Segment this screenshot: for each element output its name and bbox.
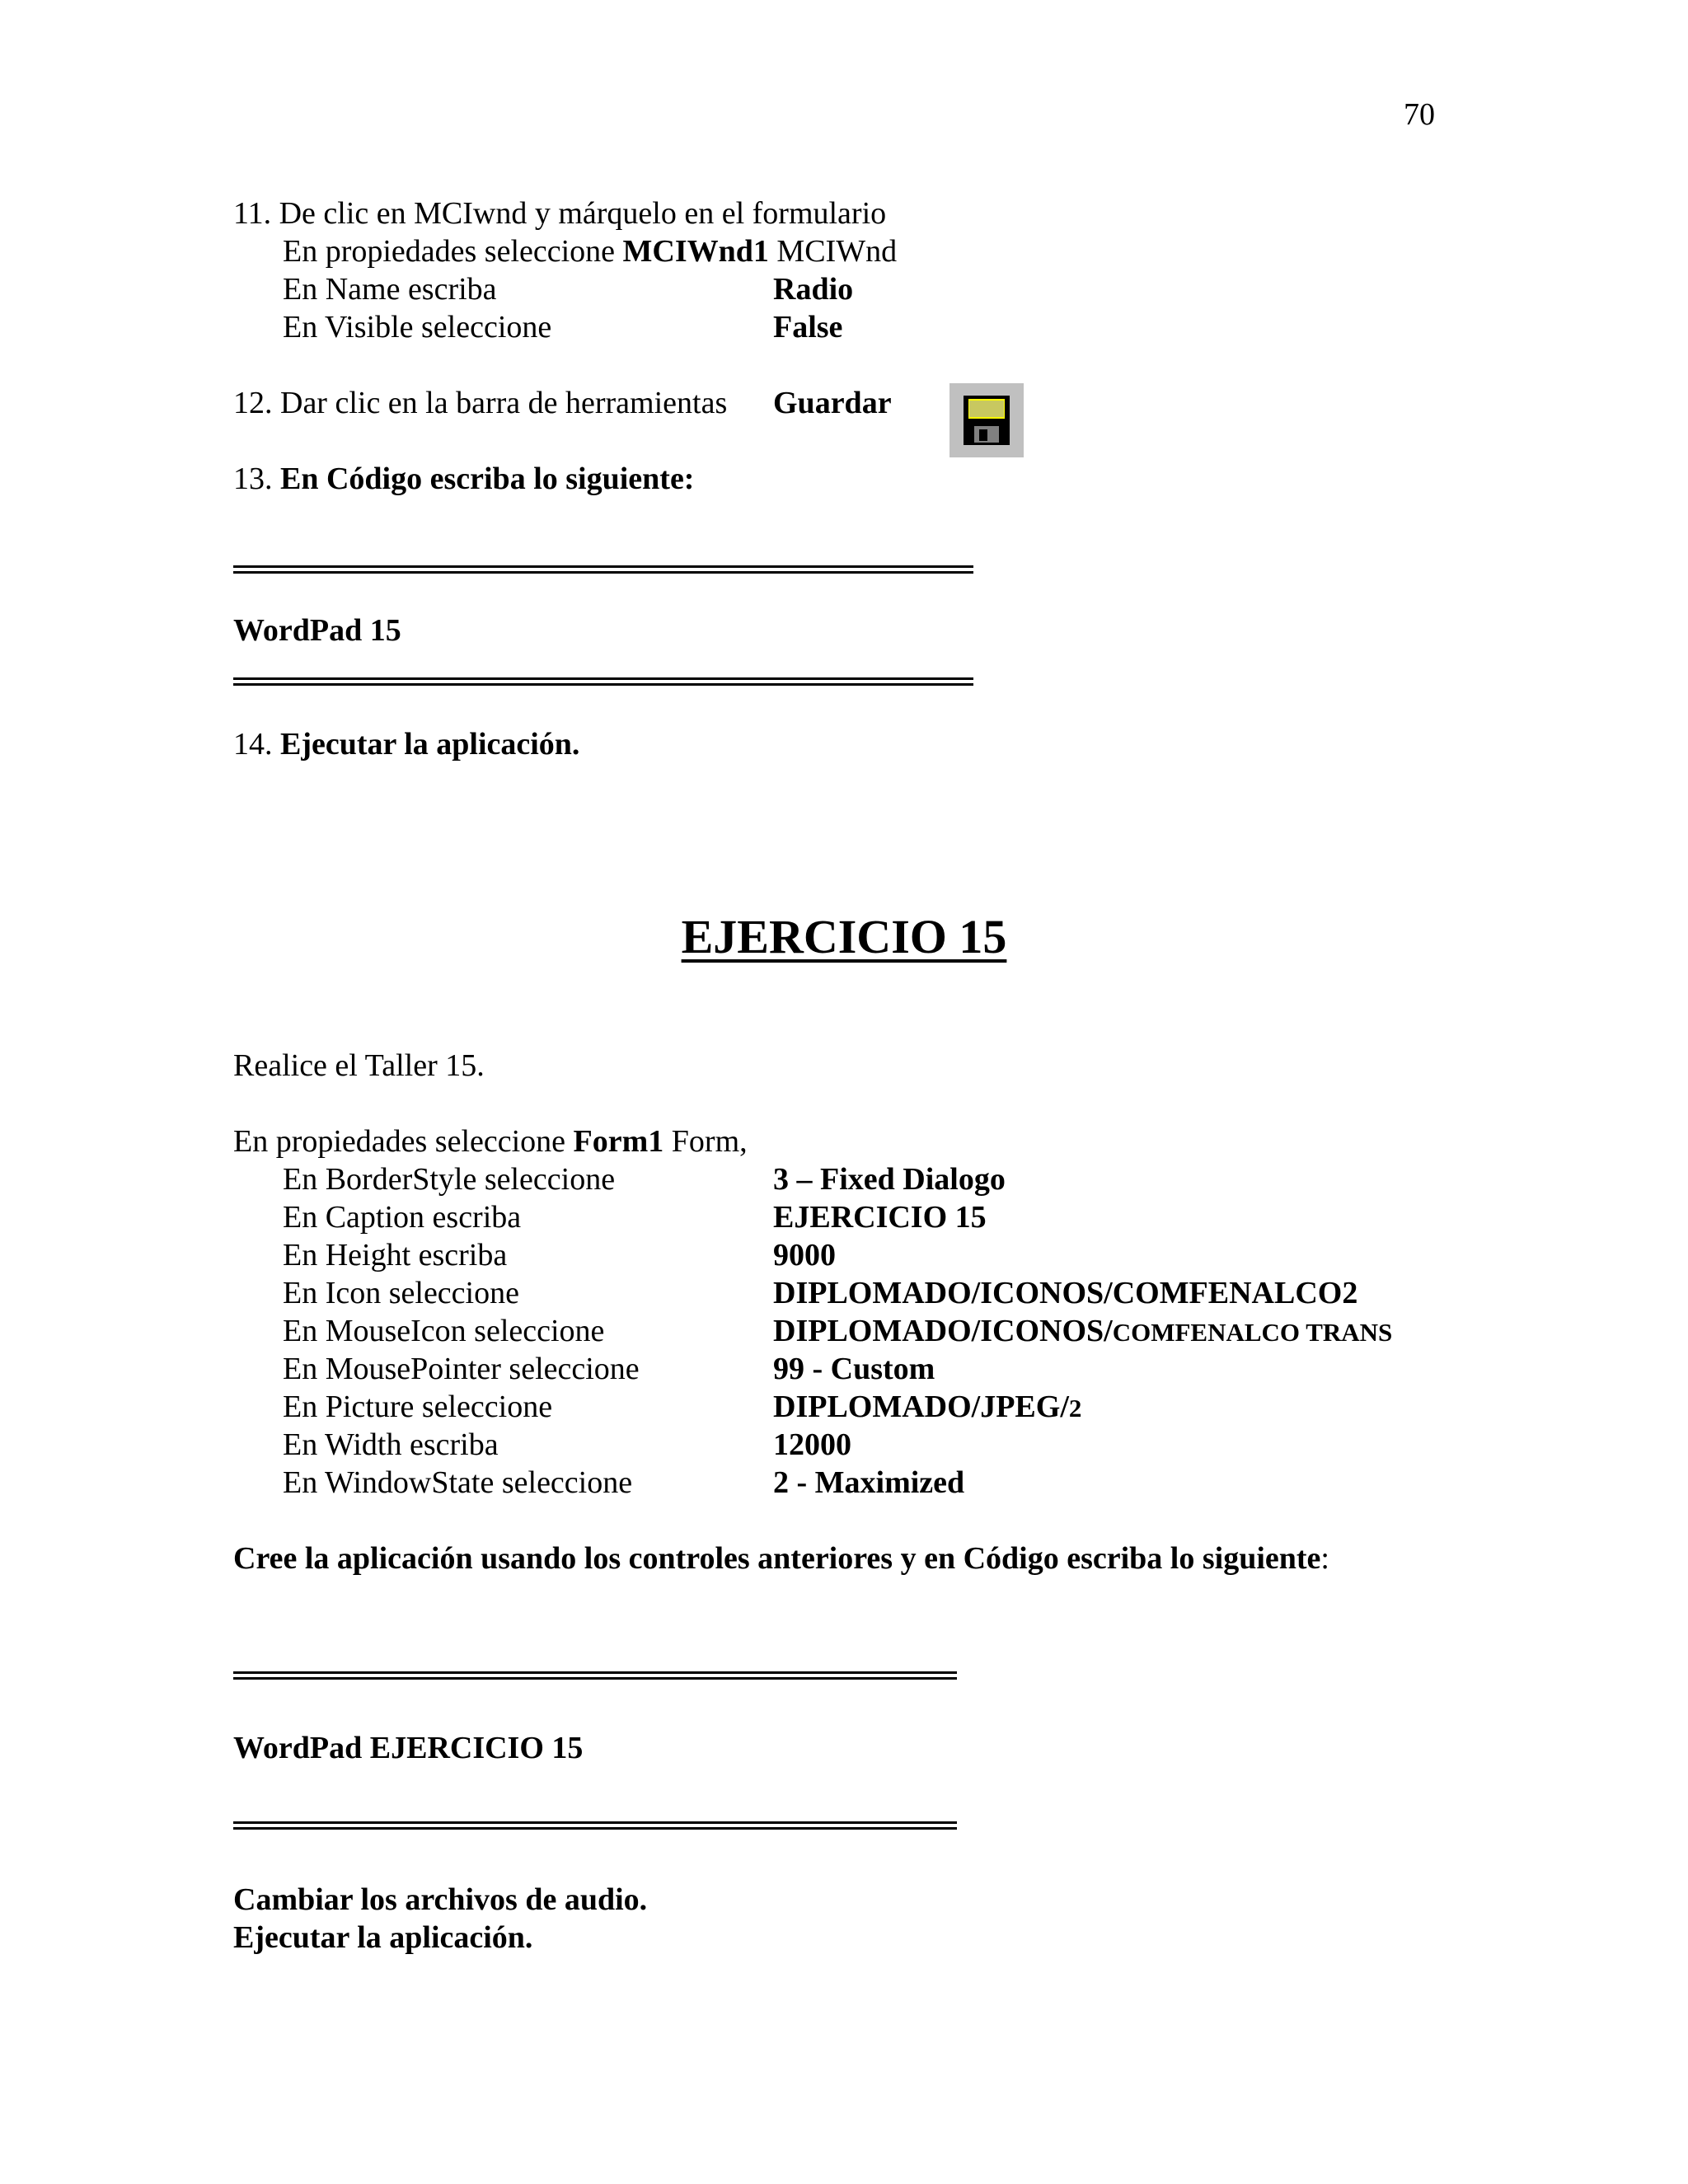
property-label: En MousePointer seleccione — [283, 1352, 640, 1386]
property-value: 9000 — [773, 1238, 836, 1272]
property-value-main: DIPLOMADO/ICONOS/ — [773, 1314, 1113, 1348]
property-value: EJERCICIO 15 — [773, 1200, 987, 1235]
property-value: 99 - Custom — [773, 1352, 935, 1386]
step-11-properties-line — [283, 232, 897, 270]
step-12-bold: Guardar — [773, 386, 892, 420]
property-label: En Height escriba — [283, 1238, 508, 1272]
step-14-number: 14. — [233, 727, 280, 762]
step-12-text: 12. Dar clic en la barra de herramientas — [233, 386, 728, 420]
property-value-tail: 2 — [1068, 1394, 1082, 1422]
code-block-2-bottom-rule — [233, 1821, 957, 1830]
section-title-text: EJERCICIO 15 — [681, 910, 1007, 963]
step-11-visible-value: False — [773, 310, 843, 344]
intro-text: Realice el Taller 15. — [233, 1048, 485, 1083]
property-label: En WindowState seleccione — [283, 1465, 633, 1500]
code-block-1-label: WordPad 15 — [233, 613, 401, 648]
step-13-line — [233, 460, 694, 498]
floppy-disk-icon — [950, 383, 1024, 457]
property-value — [773, 1388, 1081, 1427]
properties-intro-suffix: Form, — [663, 1124, 748, 1159]
create-instruction-bold: Cree la aplicación usando los controles anteriores y en Código escriba lo siguiente — [233, 1541, 1321, 1576]
code-block-1-bottom-rule — [233, 677, 973, 686]
step-11-name-value: Radio — [773, 272, 854, 307]
step-11-properties-prefix: En propiedades seleccione — [283, 234, 623, 269]
create-instruction-suffix: : — [1320, 1541, 1329, 1576]
step-11-name-label: En Name escriba — [283, 272, 497, 307]
page-number: 70 — [1404, 97, 1435, 132]
property-label: En Width escriba — [283, 1427, 499, 1462]
property-label: En MouseIcon seleccione — [283, 1314, 605, 1348]
property-value: 3 – Fixed Dialogo — [773, 1162, 1006, 1197]
step-11-visible-label: En Visible seleccione — [283, 310, 552, 344]
property-value: 2 - Maximized — [773, 1465, 965, 1500]
step-13-number: 13. — [233, 462, 280, 496]
section-title — [0, 908, 1688, 966]
property-value — [773, 1312, 1392, 1352]
property-value-main: DIPLOMADO/JPEG/ — [773, 1390, 1069, 1424]
property-value: DIPLOMADO/ICONOS/COMFENALCO2 — [773, 1276, 1358, 1310]
step-14-bold: Ejecutar la aplicación. — [280, 727, 580, 762]
step-11-object-name: MCIWnd1 — [622, 234, 769, 269]
property-value-tail: COMFENALCO TRANS — [1112, 1318, 1393, 1347]
final-step-2: Ejecutar la aplicación. — [233, 1920, 533, 1955]
create-instruction — [233, 1540, 1329, 1577]
step-11-object-type: MCIWnd — [768, 234, 898, 269]
code-block-2-label: WordPad EJERCICIO 15 — [233, 1731, 584, 1765]
properties-intro — [233, 1122, 748, 1160]
properties-intro-object: Form1 — [573, 1124, 664, 1159]
property-label: En Picture seleccione — [283, 1390, 553, 1424]
property-label: En Caption escriba — [283, 1200, 522, 1235]
properties-intro-prefix: En propiedades seleccione — [233, 1124, 574, 1159]
property-label: En Icon seleccione — [283, 1276, 519, 1310]
final-step-1: Cambiar los archivos de audio. — [233, 1882, 648, 1917]
code-block-1-top-rule — [233, 565, 973, 574]
step-11-line: 11. De clic en MCIwnd y márquelo en el formulario — [233, 196, 887, 231]
step-14-line — [233, 725, 579, 763]
property-label: En BorderStyle seleccione — [283, 1162, 616, 1197]
step-13-bold: En Código escriba lo siguiente: — [280, 462, 695, 496]
floppy-disk-svg — [950, 383, 1024, 457]
property-value: 12000 — [773, 1427, 851, 1462]
code-block-2-top-rule — [233, 1671, 957, 1680]
